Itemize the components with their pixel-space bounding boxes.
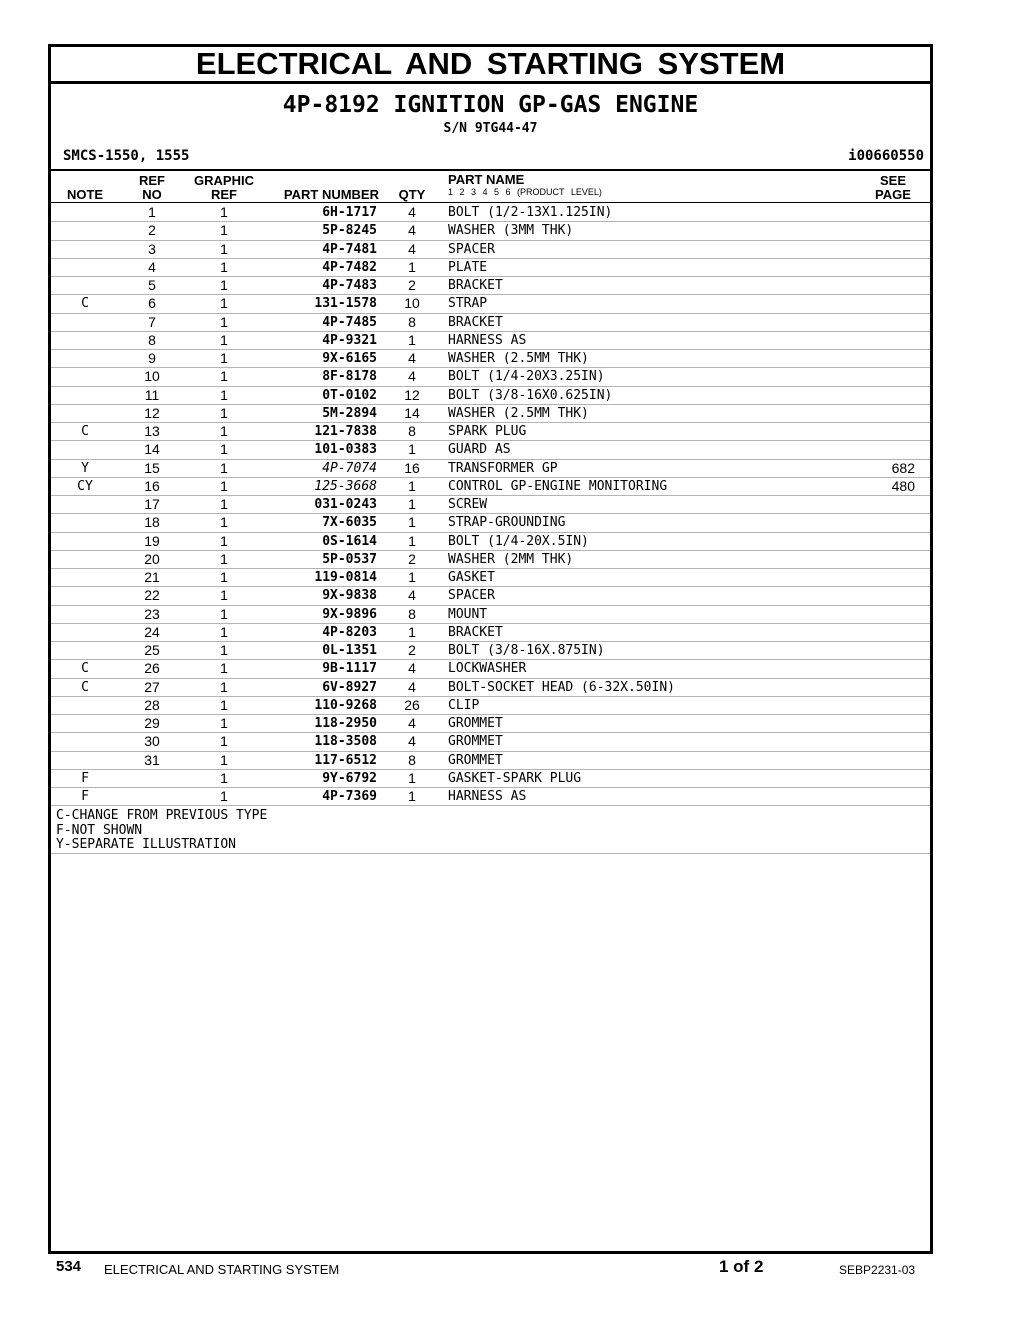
cell-graphic-ref: 1 — [220, 569, 228, 585]
cell-qty: 14 — [404, 404, 420, 421]
cell-qty: 1 — [408, 623, 416, 640]
cell-part-name: WASHER (2.5MM THK) — [448, 405, 589, 421]
cell-ref-no: 11 — [144, 386, 160, 403]
cell-part-number: 118-2950 — [314, 716, 377, 731]
cell-graphic-ref: 1 — [220, 386, 228, 403]
cell-part-number: 6H-1717 — [322, 205, 377, 220]
cell-qty: 8 — [408, 605, 416, 622]
cell-part-name: GUARD AS — [448, 442, 511, 458]
cell-part-name: WASHER (2.5MM THK) — [448, 351, 589, 366]
cell-part-name: SCREW — [448, 497, 488, 512]
cell-qty: 1 — [408, 258, 416, 275]
table-row — [51, 533, 930, 551]
cell-part-number: 4P-7481 — [322, 241, 377, 257]
note-separate-illustration: Y-SEPARATE ILLUSTRATION — [56, 837, 237, 852]
cell-part-number: 117-6512 — [314, 752, 377, 768]
cell-ref-no: 16 — [144, 477, 160, 494]
cell-graphic-ref: 1 — [220, 678, 228, 695]
cell-note: F — [81, 770, 89, 786]
cell-graphic-ref: 1 — [220, 277, 228, 293]
cell-part-name: GROMMET — [448, 716, 503, 731]
table-row — [51, 478, 930, 496]
cell-note: Y — [81, 460, 89, 476]
cell-qty: 8 — [408, 313, 416, 330]
cell-qty: 8 — [408, 423, 416, 439]
parts-page-frame — [48, 44, 933, 1254]
cell-part-number: 6V-8927 — [322, 679, 377, 695]
cell-qty: 4 — [408, 222, 416, 239]
cell-ref-no: 21 — [144, 569, 160, 585]
cell-part-name: STRAP — [448, 296, 488, 312]
table-row — [51, 332, 930, 350]
col-graphic-bottom: REF — [211, 187, 237, 202]
cell-qty: 8 — [408, 751, 416, 768]
col-product-levels: 1 2 3 4 5 6 (PRODUCT LEVEL) — [448, 187, 602, 197]
cell-part-number: 9Y-6792 — [322, 770, 377, 786]
note-change: C-CHANGE FROM PREVIOUS TYPE — [56, 808, 268, 823]
table-row — [51, 387, 930, 405]
cell-ref-no: 10 — [144, 368, 160, 385]
cell-ref-no: 18 — [144, 514, 160, 531]
table-row — [51, 460, 930, 478]
col-ref-bottom: NO — [142, 187, 162, 202]
cell-ref-no: 15 — [144, 459, 160, 476]
cell-graphic-ref: 1 — [220, 331, 228, 348]
cell-part-name: SPACER — [448, 241, 495, 257]
cell-part-number: 9X-9838 — [322, 588, 377, 604]
cell-part-name: CLIP — [448, 697, 480, 713]
col-ref-top: REF — [139, 173, 165, 188]
cell-part-name: BOLT (1/2-13X1.125IN) — [448, 205, 613, 220]
cell-part-name: PLATE — [448, 259, 488, 275]
cell-part-number: 5M-2894 — [322, 405, 377, 421]
table-row — [51, 368, 930, 386]
cell-graphic-ref: 1 — [220, 514, 228, 531]
cell-part-number: 9X-6165 — [322, 351, 377, 366]
table-row — [51, 642, 930, 660]
col-graphic-top: GRAPHIC — [194, 173, 254, 188]
note-not-shown: F-NOT SHOWN — [56, 822, 143, 838]
cell-qty: 1 — [408, 441, 416, 458]
table-row — [51, 277, 930, 295]
table-row — [51, 715, 930, 733]
cell-ref-no: 2 — [148, 222, 156, 239]
cell-graphic-ref: 1 — [220, 660, 228, 677]
cell-ref-no: 7 — [148, 313, 156, 330]
cell-ref-no: 6 — [148, 295, 156, 312]
table-row — [51, 295, 930, 313]
cell-part-name: WASHER (2MM THK) — [448, 551, 574, 567]
cell-graphic-ref: 1 — [220, 550, 228, 567]
table-row — [51, 551, 930, 569]
cell-qty: 2 — [408, 550, 416, 567]
table-row — [51, 624, 930, 642]
cell-part-name: BOLT-SOCKET HEAD (6-32X.50IN) — [448, 679, 675, 695]
cell-part-number: 4P-9321 — [322, 332, 377, 348]
table-row — [51, 496, 930, 514]
col-note: NOTE — [66, 187, 104, 202]
table-row — [51, 241, 930, 259]
cell-part-number: 4P-7485 — [322, 314, 377, 330]
serial-number: S/N 9TG44-47 — [443, 121, 538, 136]
table-row — [51, 514, 930, 532]
table-row — [51, 660, 930, 678]
cell-part-name: SPACER — [448, 588, 495, 604]
col-see-top: SEE — [879, 173, 906, 188]
cell-part-number: 5P-8245 — [322, 223, 377, 239]
cell-note: C — [81, 296, 89, 312]
cell-part-name: GROMMET — [448, 752, 503, 768]
cell-qty: 16 — [404, 459, 420, 476]
footer-doc-id: SEBP2231-03 — [839, 1263, 916, 1277]
table-row — [51, 569, 930, 587]
cell-ref-no: 28 — [144, 696, 160, 713]
cell-graphic-ref: 1 — [220, 423, 228, 439]
cell-graphic-ref: 1 — [220, 240, 228, 257]
cell-ref-no: 29 — [144, 715, 160, 731]
parts-table — [51, 204, 930, 806]
notes-rule — [51, 853, 930, 854]
cell-ref-no: 22 — [144, 587, 160, 604]
cell-part-number: 0S-1614 — [322, 533, 377, 549]
cell-qty: 4 — [408, 350, 416, 366]
table-row — [51, 770, 930, 788]
cell-qty: 1 — [408, 496, 416, 512]
footer-page-number: 534 — [56, 1258, 82, 1275]
cell-part-number: 7X-6035 — [322, 515, 377, 531]
cell-qty: 2 — [408, 642, 416, 658]
cell-qty: 1 — [408, 569, 416, 585]
table-row — [51, 350, 930, 368]
cell-qty: 4 — [408, 240, 416, 257]
table-row — [51, 259, 930, 277]
cell-qty: 1 — [408, 788, 416, 804]
header-rule-top — [51, 169, 930, 171]
cell-see-page: 682 — [891, 459, 915, 476]
cell-graphic-ref: 1 — [220, 715, 228, 731]
table-row — [51, 222, 930, 240]
col-qty: QTY — [398, 187, 426, 202]
header-rule-bottom — [51, 202, 930, 203]
cell-ref-no: 24 — [144, 623, 160, 640]
cell-part-name: LOCKWASHER — [448, 661, 527, 677]
cell-ref-no: 8 — [148, 331, 156, 348]
cell-part-number: 0L-1351 — [322, 643, 377, 658]
cell-qty: 4 — [408, 204, 416, 220]
table-row — [51, 752, 930, 770]
cell-qty: 10 — [404, 295, 420, 312]
cell-part-number: 125-3668 — [314, 478, 377, 494]
cell-part-number: 131-1578 — [314, 296, 377, 312]
cell-ref-no: 20 — [144, 550, 160, 567]
cell-part-name: STRAP-GROUNDING — [448, 515, 566, 531]
cell-graphic-ref: 1 — [220, 788, 228, 804]
cell-ref-no: 13 — [144, 423, 160, 439]
cell-part-number: 121-7838 — [314, 424, 377, 439]
cell-part-name: SPARK PLUG — [448, 424, 527, 439]
cell-part-name: WASHER (3MM THK) — [448, 223, 574, 239]
cell-graphic-ref: 1 — [220, 477, 228, 494]
cell-ref-no: 1 — [148, 204, 156, 220]
cell-part-name: GROMMET — [448, 734, 503, 750]
table-row — [51, 606, 930, 624]
table-row — [51, 441, 930, 459]
cell-graphic-ref: 1 — [220, 751, 228, 768]
cell-note: CY — [77, 478, 93, 494]
cell-part-name: MOUNT — [448, 606, 488, 622]
cell-part-number: 110-9268 — [314, 697, 377, 713]
cell-graphic-ref: 1 — [220, 733, 228, 750]
cell-ref-no: 19 — [144, 532, 160, 549]
cell-part-name: HARNESS AS — [448, 789, 527, 804]
table-row — [51, 788, 930, 806]
cell-part-name: TRANSFORMER GP — [448, 460, 558, 476]
cell-qty: 1 — [408, 477, 416, 494]
cell-qty: 26 — [404, 696, 420, 713]
illustration-id: i00660550 — [848, 148, 924, 164]
cell-note: C — [81, 679, 89, 695]
cell-graphic-ref: 1 — [220, 496, 228, 512]
cell-note: C — [81, 661, 89, 677]
table-row — [51, 314, 930, 332]
cell-graphic-ref: 1 — [220, 441, 228, 458]
table-row — [51, 697, 930, 715]
cell-qty: 4 — [408, 733, 416, 750]
cell-ref-no: 26 — [144, 660, 160, 677]
cell-qty: 1 — [408, 769, 416, 786]
cell-graphic-ref: 1 — [220, 313, 228, 330]
cell-part-number: 5P-0537 — [322, 551, 377, 567]
cell-qty: 4 — [408, 368, 416, 385]
table-row — [51, 405, 930, 423]
cell-part-number: 4P-7482 — [322, 259, 377, 275]
table-row — [51, 679, 930, 697]
cell-ref-no: 9 — [148, 350, 156, 366]
cell-qty: 4 — [408, 587, 416, 604]
footer-sheet: 1 of 2 — [719, 1257, 764, 1276]
cell-graphic-ref: 1 — [220, 350, 228, 366]
cell-part-name: BRACKET — [448, 314, 503, 330]
cell-graphic-ref: 1 — [220, 532, 228, 549]
cell-graphic-ref: 1 — [220, 605, 228, 622]
cell-ref-no: 14 — [144, 441, 160, 458]
cell-graphic-ref: 1 — [220, 459, 228, 476]
col-part-name: PART NAME — [448, 172, 525, 187]
cell-part-number: 119-0814 — [314, 570, 377, 585]
cell-part-name: BOLT (3/8-16X.875IN) — [448, 643, 605, 658]
cell-part-number: 8F-8178 — [322, 369, 377, 385]
cell-part-number: 118-3508 — [314, 734, 377, 750]
cell-note: C — [81, 424, 89, 439]
cell-part-name: GASKET — [448, 570, 495, 585]
cell-part-name: GASKET-SPARK PLUG — [448, 770, 582, 786]
cell-qty: 1 — [408, 514, 416, 531]
cell-graphic-ref: 1 — [220, 769, 228, 786]
cell-note: F — [81, 789, 89, 804]
cell-qty: 1 — [408, 532, 416, 549]
cell-part-number: 031-0243 — [314, 497, 377, 512]
cell-graphic-ref: 1 — [220, 258, 228, 275]
cell-graphic-ref: 1 — [220, 368, 228, 385]
cell-qty: 4 — [408, 660, 416, 677]
col-see-bottom: PAGE — [875, 187, 911, 202]
footer-section: ELECTRICAL AND STARTING SYSTEM — [104, 1262, 340, 1277]
cell-part-number: 4P-8203 — [322, 624, 377, 640]
cell-qty: 4 — [408, 715, 416, 731]
cell-ref-no: 31 — [144, 751, 160, 768]
cell-ref-no: 25 — [144, 642, 160, 658]
cell-part-number: 101-0383 — [314, 442, 377, 458]
cell-see-page: 480 — [891, 477, 915, 494]
col-part-number: PART NUMBER — [283, 187, 379, 202]
table-row — [51, 423, 930, 441]
cell-part-name: HARNESS AS — [448, 332, 527, 348]
cell-graphic-ref: 1 — [220, 623, 228, 640]
cell-ref-no: 4 — [148, 258, 156, 275]
cell-ref-no: 27 — [144, 678, 160, 695]
cell-part-number: 9B-1117 — [322, 661, 377, 677]
cell-part-number: 4P-7483 — [322, 278, 377, 293]
cell-graphic-ref: 1 — [220, 204, 228, 220]
cell-graphic-ref: 1 — [220, 222, 228, 239]
cell-graphic-ref: 1 — [220, 587, 228, 604]
group-title: 4P-8192 IGNITION GP-GAS ENGINE — [282, 92, 699, 118]
cell-part-number: 9X-9896 — [322, 606, 377, 622]
cell-part-name: BRACKET — [448, 624, 503, 640]
smcs-code: SMCS-1550, 1555 — [63, 148, 190, 164]
page-title: ELECTRICAL AND STARTING SYSTEM — [51, 47, 930, 84]
table-row — [51, 733, 930, 751]
table-row — [51, 587, 930, 605]
table-row — [51, 204, 930, 222]
cell-qty: 12 — [404, 386, 420, 403]
cell-ref-no: 30 — [144, 733, 160, 750]
cell-graphic-ref: 1 — [220, 642, 228, 658]
cell-part-name: BOLT (1/4-20X3.25IN) — [448, 369, 605, 385]
cell-part-number: 4P-7369 — [322, 789, 377, 804]
cell-part-name: CONTROL GP-ENGINE MONITORING — [448, 478, 668, 494]
cell-part-name: BOLT (1/4-20X.5IN) — [448, 533, 589, 549]
cell-ref-no: 12 — [144, 404, 160, 421]
cell-qty: 1 — [408, 331, 416, 348]
cell-graphic-ref: 1 — [220, 295, 228, 312]
cell-ref-no: 17 — [144, 496, 160, 512]
cell-graphic-ref: 1 — [220, 404, 228, 421]
cell-qty: 4 — [408, 678, 416, 695]
cell-part-name: BRACKET — [448, 278, 503, 293]
cell-part-number: 0T-0102 — [322, 387, 377, 403]
cell-graphic-ref: 1 — [220, 696, 228, 713]
cell-part-name: BOLT (3/8-16X0.625IN) — [448, 387, 613, 403]
cell-part-number: 4P-7074 — [322, 460, 377, 476]
cell-ref-no: 3 — [148, 240, 156, 257]
cell-ref-no: 5 — [148, 277, 156, 293]
cell-qty: 2 — [408, 277, 416, 293]
notes-legend — [56, 809, 267, 853]
cell-ref-no: 23 — [144, 605, 160, 622]
